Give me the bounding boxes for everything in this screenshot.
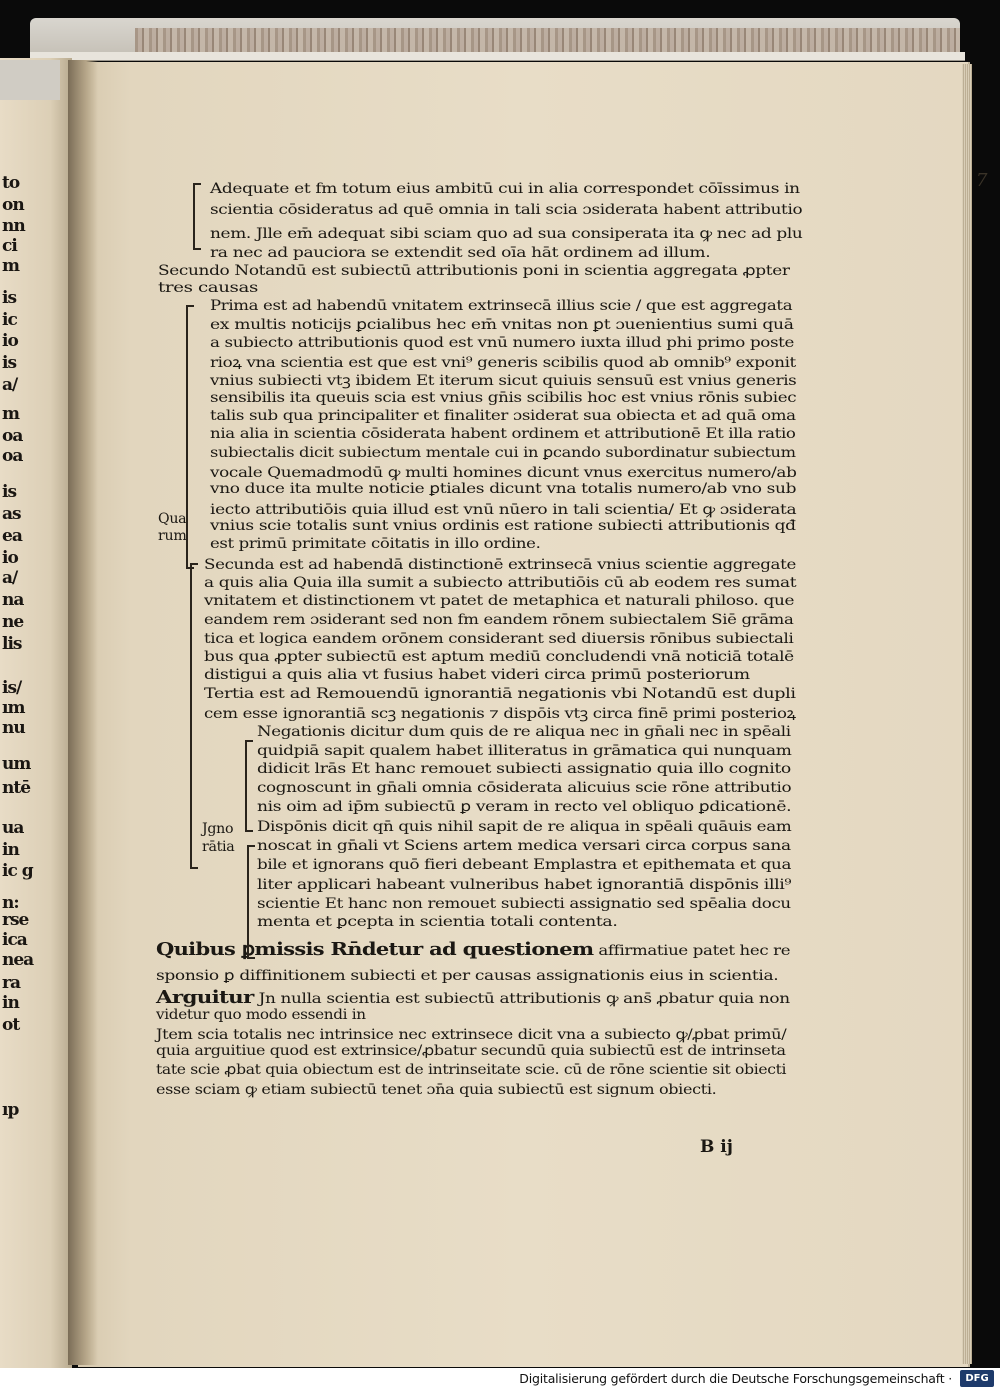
left-page-fragment: is [2,288,17,308]
margin-label: Qua [158,511,187,527]
left-page-fragment: in [2,840,19,860]
text-line: Prima est ad habendū vnitatem extrinsecā illius scie / que est aggregata [210,298,793,314]
left-page-fragment: is [2,482,17,502]
text-line: scientie Et hanc non remouet subiecti assignatio sed spēalia docu [257,896,791,912]
text-line: Dispōnis dicit qn̄ quis nihil sapit de re aliqua in spēali quāuis eam [257,819,792,835]
text-line: vnitatem et distinctionem vt patet de metaphica et naturali philoso. que [204,593,795,609]
left-page-fragment: a/ [2,375,18,395]
text-line: Tertia est ad Remouendū ignorantiā negationis vbi Notandū est dupli [204,686,796,702]
text-line: bile et ignorans quō fieri debeant Emplastra et epithemata et qua [257,857,792,873]
marbled-edge [135,28,960,52]
text-line: cem esse ignorantiā scꝫ negationis ⁊ dispōis vtꝫ circa finē primi posterioꝝ [204,706,796,722]
left-page-fragment: ic [2,310,17,330]
dfg-logo: DFG [960,1370,994,1387]
left-page-fragment: na [2,590,24,610]
left-page-fragment: ica [2,930,27,950]
left-page-fragment: ra [2,973,20,993]
text-line: tres causas [158,280,258,296]
text-line: quidpiā sapit qualem habet illiteratus in grāmatica qui nunquam [257,743,792,759]
left-page-fragment: oa [2,446,23,466]
text-line: sponsio ꝑ diffinitionem subiecti et per causas assignationis eius in scientia. [156,968,779,984]
text-line-tail: affirmatiue patet hec re [593,943,791,959]
left-page-fragment: rse [2,910,29,930]
text-line: sensibilis ita queuis scia est vnius gn̄is scibilis hoc est vnius rōnis subiec [210,390,797,406]
margin-label: rātia [202,839,235,855]
left-page-fragment: to [2,173,20,193]
text-line: Secunda est ad habendā distinctionē extrinsecā vnius scientie aggregate [204,557,796,573]
left-page-fragment: ot [2,1015,20,1035]
bracket-line [247,845,255,959]
left-page-fragment: in [2,993,19,1013]
text-line: menta et ꝑcepta in scientia totali contenta. [257,914,618,930]
text-line: bus qua ꝓpter subiectū est aptum mediū concludendi vnā noticiā totalē [204,649,794,665]
text-line: Arguitur Jn nulla scientia est subiectū attributionis ꝙ ans̄ ꝓbatur quia non [156,987,790,1008]
left-page-fragment: ea [2,526,22,546]
text-line: a quis alia Quia illa sumit a subiecto attributiōis cū ab eodem res sumat [204,575,797,591]
text-line: didicit lrās Et hanc remouet subiecti assignatio quia illo cognito [257,761,791,777]
text-line: cognoscunt in gn̄ali omnia cōsiderata alicuius scie rōne attributio [257,780,792,796]
left-page-fragment: nea [2,950,34,970]
left-page-fragment: um [2,754,31,774]
left-page-fragment: ım [2,698,25,718]
book-page [78,62,988,1367]
left-page-fragment: a/ [2,568,18,588]
left-page-fragment: io [2,331,18,351]
footer-credit: Digitalisierung gefördert durch die Deutsche Forschungsgemeinschaft · [519,1371,952,1386]
left-page-fragment: nu [2,718,25,738]
text-line: talis sub qua principaliter et finaliter ɔsiderat sua obiecta et ad quā oma [210,408,796,424]
page-fore-edge [962,64,972,1364]
text-line: iecto attributiōis quia illud est vnū nūero in tali scientia/ Et ꝙ ɔsiderata [210,502,797,518]
left-cover-corner [0,60,60,100]
bracket-line [245,740,253,832]
text-line: noscat in gn̄ali vt Sciens artem medica versari circa corpus sana [257,838,791,854]
text-line: quia arguitiue quod est extrinsice/ꝓbatur secundū quia subiectū est de intrinseta [156,1043,786,1059]
left-page-fragment: ci [2,236,17,256]
text-line: nis oim ad ip̄m subiectū ꝑ veram in recto vel obliquo ꝑdicationē. [257,799,792,815]
text-line: est primū primitate cōitatis in illo ordine. [210,536,541,552]
text-line: ra nec ad pauciora se extendit sed oīa hāt ordinem ad illum. [210,245,711,261]
left-page-fragment: n: [2,893,19,913]
text-line: a subiecto attributionis quod est vnū numero iuxta illud phi primo poste [210,335,795,351]
left-page-fragment: m [2,256,19,276]
text-line: videtur quo modo essendi in [156,1007,366,1023]
text-line: nia alia in scientia cōsiderata habent ordinem et attributionē Et illa ratio [210,426,796,442]
text-line: vno duce ita multe noticie ꝑtiales dicunt vna totalis numero/ab vno sub [210,481,797,497]
left-page-fragment: lis [2,634,22,654]
text-line: Quibus ꝑmissis Rn̄detur ad questionem affirmatiue patet hec re [156,939,791,960]
text-line: rioꝝ vna scientia est que est vni⁹ generis scibilis quod ab omnib⁹ exponit [210,355,796,371]
text-line: vnius scie totalis sunt vnius ordinis est ratione subiecti attributionis qđ [210,518,796,534]
margin-label: Jgno [202,821,234,837]
cover-edge [30,52,965,61]
page-text [78,62,968,1367]
left-page-fragment: ntē [2,778,31,798]
left-page-fragment: ne [2,612,24,632]
text-line: liter applicari habeant vulneribus habet ignorantiā dispōnis illi⁹ [257,877,792,893]
text-line: eandem rem ɔsiderant sed non fm eandem rōnem subiectalem Siē grāma [204,612,794,628]
text-line: esse sciam ꝙ etiam subiectū tenet ɔn̄a quia subiectū est signum obiecti. [156,1082,717,1098]
text-line: subiectalis dicit subiectum mentale cui in ꝑcando subordinatur subiectum [210,445,796,461]
text-line: nem. Jlle em̄ adequat sibi sciam quo ad sua consiperata ita ꝙ nec ad plu [210,226,803,242]
text-line: Adequate et fm totum eius ambitū cui in alia correspondet cōīssimus in [210,181,800,197]
bracket-line [190,563,198,869]
text-line: tica et logica eandem orōnem considerant sed diuersis rōnibus subiectali [204,631,794,647]
left-page-fragment: oa [2,426,23,446]
text-line-tail: Jn nulla scientia est subiectū attributionis ꝙ ans̄ ꝓbatur quia non [253,991,790,1007]
bracket-line [193,183,201,250]
text-line: distigui a quis alia vt fusius habet videri circa primū posteriorum [204,667,750,683]
left-facing-page [0,58,72,1368]
left-page-fragment: is [2,353,17,373]
text-line: Negationis dicitur dum quis de re aliqua nec in gn̄ali nec in spēali [257,724,791,740]
left-page-fragment: m [2,404,19,424]
signature-mark: B ij [700,1137,733,1157]
gutter-shadow [68,60,98,1365]
bracket-line [186,305,194,569]
left-page-fragment: nn [2,216,25,236]
left-page-fragment: ic g [2,861,33,881]
margin-label: rum [158,528,187,544]
left-page-fragment: on [2,195,24,215]
left-page-fragment: ua [2,818,24,838]
left-page-fragment: is/ [2,678,22,698]
text-line: scientia cōsideratus ad quē omnia in tali scia ɔsiderata habent attributio [210,202,803,218]
text-line: Jtem scia totalis nec intrinsice nec extrinsece dicit vna a subiecto ꝙ/ꝓbat primū/ [156,1027,787,1043]
left-page-fragment: as [2,504,21,524]
text-line: Secundo Notandū est subiectū attributionis poni in scientia aggregata ꝓpter [158,263,790,279]
footer-bar [0,1368,1000,1391]
left-page-fragment: io [2,548,18,568]
text-line: vocale Quemadmodū ꝙ multi homines dicunt vnus exercitus numero/ab [210,465,797,481]
text-line: vnius subiecti vtꝫ ibidem Et iterum sicut quiuis sensuū est vnius generis [210,373,797,389]
page-number: 7 [976,170,988,191]
text-line: tate scie ꝓbat quia obiectum est de intrinseitate scie. cū de rōne scientie sit obiecti [156,1062,787,1078]
text-line: ex multis noticijs ꝑcialibus hec em̄ vnitas non ꝑt ɔuenientius sumi quā [210,317,794,333]
left-page-fragment: ıp [2,1100,19,1120]
